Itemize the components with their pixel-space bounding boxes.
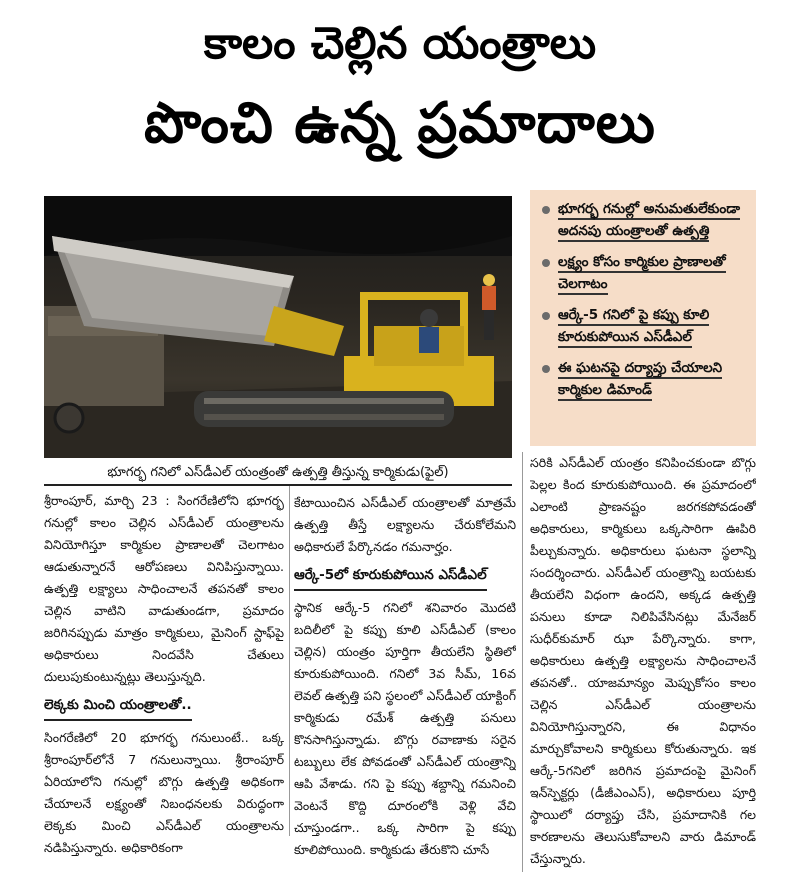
- column-divider: [289, 486, 290, 836]
- article-paragraph: శ్రీరాంపూర్, మార్చి 23 : సింగరేణిలోని భూగర్భ గనుల్లో కాలం చెల్లిన ఎస్‌డీఎల్ యంత్రాలను వినియోగిస్తూ కార్మికుల ప్రాణాలతో చెలగాటం ఆడుతున్నారనే ఆరోపణలు వినిపిస్తున్నాయి. ఉత్పత్తి లక్ష్యాలు సాధించాలనే తపనతో కాలం చెల్లిన వాటిని వాడుతుండగా, ప్రమాదం జరిగినప్పుడు మాత్రం కార్మికులు, మైనింగ్ స్టాఫ్‌పై అధికారులు నిందవేసి చేతులు దులుపుకుంటున్నట్లు తెలుస్తున్నది.: [44, 493, 284, 684]
- mining-machine-illustration: [44, 196, 512, 458]
- highlights-box: [530, 190, 756, 446]
- subheading: లెక్కకు మించి యంత్రాలతో..: [44, 694, 192, 721]
- article-paragraph: సింగరేణిలో 20 భూగర్భ గనులుంటే.. ఒక్క శ్రీరాంపూర్‌లోనే 7 గనులున్నాయి. శ్రీరాంపూర్ ఏరియాలోని గనుల్లో బొగ్గు ఉత్పత్తి అధికంగా చేయాలనే లక్ష్యంతో నిబంధనలకు విరుద్ధంగా లెక్కకు మించి ఎస్‌డీఎల్ యంత్రాలను నడిపిస్తున్నారు. అధికారికంగా: [44, 730, 284, 855]
- headline-line-1: కాలం చెల్లిన యంత్రాలు: [203, 18, 597, 69]
- article-column-2: [294, 492, 516, 887]
- highlight-item: ఆర్కే-5 గనిలో పై కప్పు కూలి కూరుకుపోయిన ఎస్‌డీఎల్: [540, 304, 748, 348]
- article-column-1: [44, 490, 284, 875]
- article-paragraph: సరికి ఎస్‌డీఎల్ యంత్రం కనిపించకుండా బొగ్గు పెల్లల కింద కూరుకుపోయింది. ఈ ప్రమాదంలో ఎలాంటి ప్రాణనష్టం జరగకపోవడంతో అధికారులు, కార్మికులు ఒక్కసారిగా ఊపిరి పీల్చుకున్నారు. అధికారులు ఘటనా స్థలాన్ని సందర్శించారు. ఎస్‌డీఎల్ యంత్రాన్ని బయటకు తీయలేని విధంగా ఉందని, అక్కడ ఉత్పత్తి పనులు కూడా నిలిపివేసినట్లు మేనేజర్ సుధీర్‌కుమార్ ఝా పేర్కొన్నారు. కాగా, అధికారులు ఉత్పత్తి లక్ష్యాలను సాధించాలనే తపనతో.. యాజమాన్యం మెప్పుకోసం కాలం చెల్లిన ఎస్‌డీఎల్ యంత్రాలను వినియోగిస్తున్నారని, ఈ విధానం మార్చుకోవాలని కార్మికులు కోరుతున్నారు. ఇక ఆర్కే-5గనిలో జరిగిన ప్రమాదంపై మైనింగ్ ఇన్‌స్పెక్టర్లు (డీజీఎంఎస్), అధికారులు పూర్తి స్థాయిలో దర్యాప్తు చేసి, ప్రమాదానికి గల కారణాలను తెలుసుకోవాలని వారు డిమాండ్ చేస్తున్నారు.: [530, 455, 756, 866]
- article-column-3: [530, 452, 756, 882]
- article-paragraph: కేటాయించిన ఎస్‌డీఎల్ యంత్రాలతో మాత్రమే ఉత్పత్తి తీస్తే లక్ష్యాలను చేరుకోలేమని అధికారులే పేర్కొనడం గమనార్హం.: [294, 495, 516, 554]
- highlight-item: లక్ష్యం కోసం కార్మికుల ప్రాణాలతో చెలగాటం: [540, 251, 748, 295]
- highlight-item: ఈ ఘటనపై దర్యాప్తు చేయాలని కార్మికుల డిమాండ్: [540, 357, 748, 401]
- photo-caption: భూగర్భ గనిలో ఎస్‌డీఎల్ యంత్రంతో ఉత్పత్తి తీస్తున్న కార్మికుడు(ఫైల్): [44, 460, 512, 486]
- article-paragraph: స్థానిక ఆర్కే-5 గనిలో శనివారం మొదటి బదిలీలో పై కప్పు కూలి ఎస్‌డీఎల్ (కాలం చెల్లిన) యంత్రం పూర్తిగా తీయలేని స్థితిలో కూరుకుపోయింది. గనిలో 3వ సీమ్, 16వ లెవల్ ఉత్పత్తి పని స్థలంలో ఎస్‌డీఎల్ యాక్టింగ్ కార్మికుడు రమేశ్ ఉత్పత్తి పనులు కొనసాగిస్తున్నాడు. బొగ్గు రవాణాకు సరైన టబ్బులు లేక పోవడంతో ఎస్‌డీఎల్ యంత్రాన్ని ఆపి వేశాడు. గని పై కప్పు శబ్దాన్ని గమనించి వెంటనే కొద్ది దూరంలోకి వెళ్లి వేచి చూస్తుండగా.. ఒక్క సారిగా పై కప్పు కూలిపోయింది. కార్మికుడు తేరుకొని చూసే: [294, 600, 516, 857]
- column-divider: [522, 452, 523, 872]
- subheading: ఆర్కే-5లో కూరుకుపోయిన ఎస్‌డీఎల్: [294, 564, 487, 591]
- highlight-item: భూగర్భ గనుల్లో అనుమతులేకుండా అదనపు యంత్రాలతో ఉత్పత్తి: [540, 198, 748, 242]
- headline-line-2: పొంచి ఉన్న ప్రమాదాలు: [144, 91, 656, 156]
- mining-photo: [44, 196, 512, 458]
